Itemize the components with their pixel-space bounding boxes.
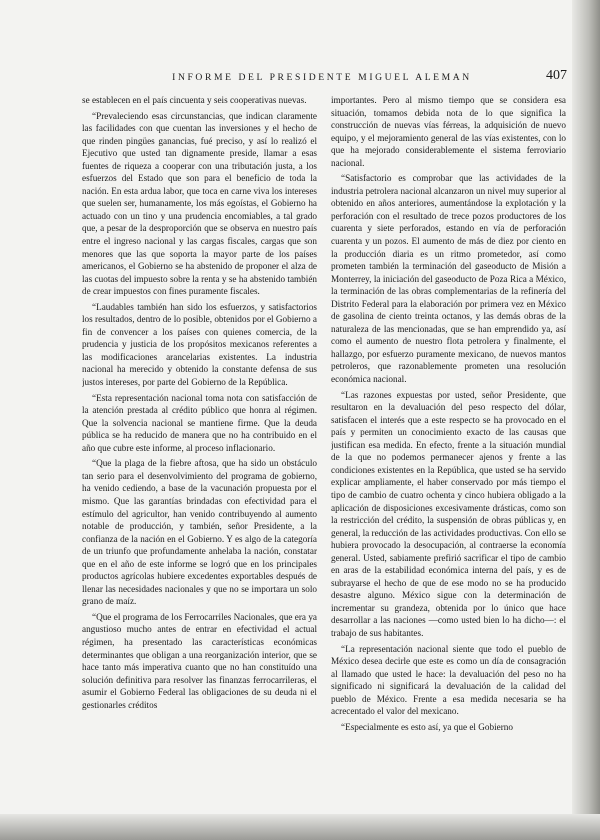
paragraph: “Las razones expuestas por usted, señor Presidente, que resultaron en la devaluación del peso respecto del dólar, satisfacen el interés que a este respecto se ha provocado en el país y permiten un conocimiento exacto de las causas que justifican esa medida. En efecto, frente a la situación mundial de la que no podemos permanecer ajenos y frente a las condiciones existentes en la República, que usted se ha servido explicar ampliamente, el haber conservado por más tiempo el tipo de cambio de cuatro ochenta y cinco hubiera obligado a la aplicación de disposiciones excesivamente drásticas, como son la restricción del crédito, la suspensión de obras públicas y, en general, la reducción de las actividades productivas. Con ello se hubiera provocado la desocupación, al contraerse la economía general. Usted, sabiamente prefirió sacrificar el tipo de cambio en aras de la estabilidad económica interna del país, y es de subrayarse el hecho de que de ese modo no se ha producido desastre alguno. México sigue con la determinación de incrementar su grandeza, obtenida por lo único que hace desarrollar a las naciones —como usted bien lo ha dicho—: el trabajo de sus habitantes. xyxy=(331,389,566,638)
page-number: 407 xyxy=(546,68,567,83)
paragraph: “Que la plaga de la fiebre aftosa, que ha sido un obstáculo tan serio para el desenvolvimiento del programa de gobierno, ha venido cediendo, a base de la vacunación propuesta por el mismo. Que las garantías brindadas con efectividad para el estímulo del agricultor, han venido contribuyendo al aumento notable de producción, y también, señor Presidente, a la confianza de la nación en el Gobierno. Y es algo de la categoría de un triunfo que profundamente anhelaba la nación, constatar que en el año de este informe se logró que en los principales productos agrícolas hubiere excedentes exportables después de llenar las necesidades nacionales y que no se importara un solo grano de maíz. xyxy=(82,458,317,607)
paragraph: importantes. Pero al mismo tiempo que se considera esa situación, tomamos debida nota de lo que significa la construcción de nuevas vías férreas, la adquisición de nuevo equipo, y el mejoramiento general de las vías existentes, con lo que ha mejorado considerablemente el sistema ferroviario nacional. xyxy=(331,95,566,168)
running-head: INFORME DEL PRESIDENTE MIGUEL ALEMAN xyxy=(172,72,472,83)
paragraph: “La representación nacional siente que todo el pueblo de México desea decirle que este es como un día de consagración al llamado que usted le hace: la devaluación del peso no ha significado ni significará la devaluación de la calidad del pueblo de México. Frente a esa medida necesaria se ha acrecentado el valor del mexicano. xyxy=(331,643,566,717)
paragraph: “Esta representación nacional toma nota con satisfacción de la atención prestada al crédito público que honra al régimen. Que la solvencia nacional se mantiene firme. Que la deuda pública se ha reducido de manera que no ha contribuido en el año que cubre este informe, al proceso inflacionario. xyxy=(82,392,317,453)
paragraph: “Laudables también han sido los esfuerzos, y satisfactorios los resultados, dentro de lo posible, obtenidos por el Gobierno a fin de convencer a los países con quienes comercia, de la prudencia y justicia de los propósitos mexicanos referentes a las modificaciones arancelarias existentes. La industria nacional ha merecido y obtenido la constante defensa de sus justos intereses, por parte del Gobierno de la República. xyxy=(82,301,317,388)
scan-edge-right xyxy=(572,0,600,840)
left-column xyxy=(82,94,317,782)
text-columns xyxy=(82,94,567,782)
paragraph: “Especialmente es esto así, ya que el Gobierno xyxy=(341,721,513,732)
paragraph: “Prevaleciendo esas circunstancias, que indican claramente las facilidades con que cuentan las inversiones y el hecho de que rinden pingües ganancias, fué preciso, y así lo realizó el Ejecutivo que usted tan dignamente preside, llamar a esas fuentes de riqueza a cooperar con una tributación justa, a los esfuerzos del Estado que son para el beneficio de toda la nación. En esta ardua labor, que toca en carne viva los intereses que suelen ser, humanamente, los más egoístas, el Gobierno ha actuado con un tino y una prudencia encomiables, a tal grado que, a pesar de la desproporción que se observa en nuestro país entre el ingreso nacional y las cargas fiscales, cargas que son menores que las que soporta la mayor parte de los países americanos, el Gobierno se ha abstenido de proponer el alza de las cuotas del impuesto sobre la renta y se ha abstenido también de crear impuestos con fines puramente fiscales. xyxy=(82,110,317,297)
scan-edge-bottom xyxy=(0,814,600,840)
right-column xyxy=(331,94,566,782)
paragraph: se establecen en el país cincuenta y seis cooperativas nuevas. xyxy=(82,95,307,105)
paragraph: “Satisfactorio es comprobar que las actividades de la industria petrolera nacional alcanzaron un nivel muy superior al obtenido en años anteriores, aumentándose la explotación y la perforación con el resultado de trece pozos productores de los cuarenta y siete perforados, estando en vía de perforación cuarenta y un pozos. El aumento de más de diez por ciento en la producción diaria es un ritmo prometedor, así como prometen también la terminación del gaseoducto de Misión a Monterrey, la iniciación del gaseoducto de Poza Rica a México, la terminación de las obras complementarias de la refinería del Distrito Federal para la elaboración por primera vez en México de gasolina de ciento treinta octanos, y las demás obras de la naturaleza de las mencionadas, que se han emprendido ya, así como el aumento de nuestro flota petrolera y finalmente, el hallazgo, por esfuerzo puramente mexicano, de nuevos mantos petroleros, que razonablemente prometen una resolución económica nacional. xyxy=(331,173,566,385)
paragraph: “Que el programa de los Ferrocarriles Nacionales, que era ya angustioso mucho antes de entrar en efectividad el actual régimen, ha presentado las características económicas determinantes que obligan a una reorganización interior, que se hace tanto más imperativa cuanto que no han constituído una solución definitiva para resolver las finanzas ferrocarrileras, el asumir el Gobierno Federal las obligaciones de su deuda ni el gestionarles créditos xyxy=(82,611,317,710)
book-page xyxy=(82,70,567,782)
